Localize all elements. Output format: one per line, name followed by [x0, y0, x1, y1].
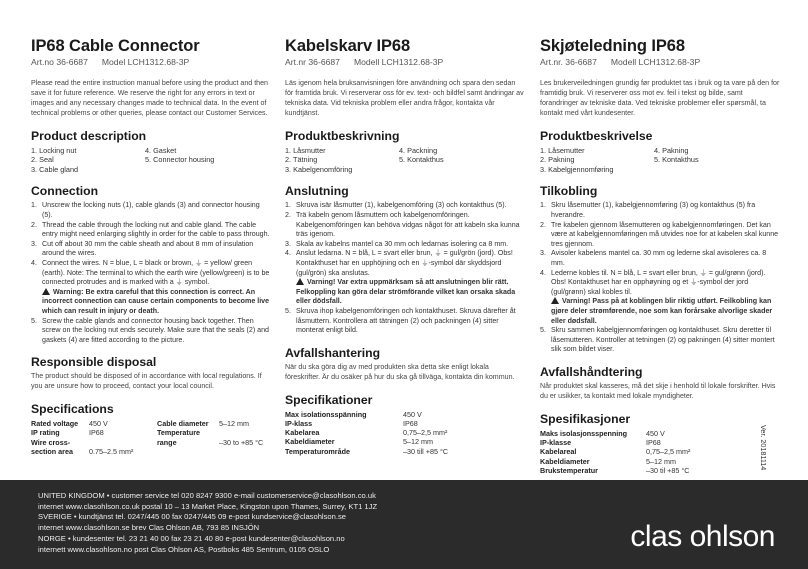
section-heading-description: Product description [31, 128, 147, 143]
disposal-text: The product should be disposed of in accordance with local regulations. If you are unsure how to proceed, contact your local council. [31, 372, 262, 391]
part-item: 1. Locking nut [31, 145, 77, 155]
part-item: 5. Connector housing [145, 155, 215, 165]
contact-line: UNITED KINGDOM • customer service tel 020 8247 9300 e-mail customerservice@clasohlson.co.uk [38, 491, 376, 500]
part-item: 5. Kontakthus [654, 155, 699, 165]
step-item: 3. Cut off about 30 mm the cable sheath and about 8 mm of insulation around the wires. [31, 239, 254, 258]
section-heading-specifications: Spesifikasjoner [540, 411, 631, 426]
section-heading-specifications: Specifikationer [285, 392, 373, 407]
page-title: IP68 Cable Connector [31, 37, 200, 55]
step-item: 1. Unscrew the locking nuts (1), cable glands (3) and connector housing (5). [31, 201, 260, 219]
step-item: 5. Screw the cable glands and connector housing back together. Then screw on the locking nut ends securely. Make sure that the seals (2) and gaskets (4) are fitted according to the picture. [31, 316, 269, 344]
step-item: 2. Trä kabeln genom låsmuttern och kabelgenomföringen. Kabelgenomföringen kan behöva vidgas något för att kabeln ska kunna träs igenom. [285, 211, 520, 239]
part-item: 1. Låsemutter [540, 145, 585, 155]
step-item: 1. Skruva isär låsmutter (1), kabelgenomföring (3) och kontakthus (5). [285, 201, 507, 210]
step-item: 3. Avisoler kabelens mantel ca. 30 mm og lederne skal avisoleres ca. 8 mm. [540, 249, 767, 267]
step-item: 3. Skala av kabelns mantel ca 30 mm och ledarnas isolering ca 8 mm. [285, 239, 509, 248]
step-item: 4. Lederne kobles til. N = blå, L = svart eller brun, ⏚ = gul/grønn (jord). Obs! Kontakthuset har en opphøyning og et ⏚-symbol der jord (gul/grønn) skal kobles til. [540, 268, 766, 296]
part-item: 5. Kontakthus [399, 155, 444, 165]
model-number: Modell LCH1312.68-3P [353, 57, 444, 67]
version-label: Ver. 20181114 [759, 425, 768, 471]
section-heading-description: Produktbeskrivelse [540, 128, 653, 143]
warning-icon [42, 288, 50, 295]
contact-line: internet www.clasohlson.co.uk postal 10 – 13 Market Place, Kingston upon Thames, Surrey, KT1 1JZ [38, 501, 378, 511]
section-heading-disposal: Responsible disposal [31, 355, 157, 370]
section-heading-specifications: Specifications [31, 402, 114, 417]
section-heading-description: Produktbeskrivning [285, 128, 400, 143]
spec-table: Maks isolasjonsspenning 450 V IP-klasse IP68 Kabelareal 0,75–2,5 mm² Kabeldiameter 5–12 mm Brukstemperatur –30 til +85 °C [540, 428, 691, 475]
step-item: 4. Anslut ledarna. N = blå, L = svart eller brun, ⏚ = gul/grön (jord). Obs! Kontakthuset har en upphöjning och en ⏚-symbol där skyddsjord (gul/grön) ska anslutas. [285, 249, 513, 277]
part-item: 3. Kabelgenomföring [285, 164, 353, 174]
page-title: Kabelskarv IP68 [285, 37, 411, 55]
footer [0, 480, 808, 569]
warning-item: Warning: Be extra careful that this connection is correct. An incorrect connection can cause certain components to become live which can result in injury or death. [42, 287, 270, 315]
contact-line: internett www.clasohlson.no post Clas Ohlson AS, Postboks 485 Sentrum, 0105 OSLO [38, 544, 330, 554]
part-item: 4. Packning [399, 145, 438, 155]
step-item: 2. Tre kabelen gjennom låsemutteren og kabelgjennomføringen. Det kan være at kabelgjennomføringen må utvides noe for at kabelen skal kunne tres gjennom. [540, 220, 779, 248]
contact-line: internet www.clasohlson.se brev Clas Ohlson AB, 793 85 INSJÖN [38, 523, 260, 533]
intro-text: Läs igenom hela bruksanvisningen före användning och spara den sedan för framtida bruk. Vi reserverar oss för ev. text- och bildfel samt ändringar av tekniska data. Vid tekniska problem eller andra frågor, kontakta vår kundtjänst. [285, 79, 524, 117]
part-item [654, 165, 780, 175]
article-number: Art.no 36-6687 [31, 57, 88, 67]
part-item: 3. Kabelgjennomføring [540, 164, 614, 174]
connection-steps [540, 201, 780, 355]
section-heading-connection: Anslutning [285, 184, 349, 199]
section-heading-connection: Connection [31, 184, 99, 199]
part-item [145, 165, 271, 175]
column-swedish [285, 36, 525, 456]
brand-logo: clas ohlson [630, 520, 775, 553]
article-line [31, 57, 271, 67]
part-item: 1. Låsmutter [285, 145, 326, 155]
contact-line: NORGE • kundesenter tel. 23 21 40 00 fax 23 21 40 80 e-post kundesenter@clasohlson.no [38, 533, 345, 543]
warning-icon [296, 278, 304, 285]
part-item: 4. Pakning [654, 145, 689, 155]
step-item: 1. Skru låsemutter (1), kabelgjennomføring (3) og kontakthus (5) fra hverandre. [540, 201, 756, 219]
intro-text: Please read the entire instruction manual before using the product and then save it for future reference. We reserve the right for any errors in text or images and any necessary changes made to technical data. In the event of technical problems or other queries, please contact our Customer Services. [31, 79, 269, 117]
article-line [540, 57, 780, 67]
disposal-text: När du ska göra dig av med produkten ska detta ske enligt lokala föreskrifter. Är du osäker på hur du ska gå tillväga, kontakta din kommun. [285, 362, 515, 381]
part-item [399, 165, 525, 175]
article-number: Art.nr 36-6687 [285, 57, 340, 67]
contact-info [38, 491, 377, 555]
connection-steps [31, 201, 271, 345]
intro-text: Les brukerveiledningen grundig før produktet tas i bruk og ta vare på den for framtidig bruk. Vi reserverer oss mot ev. feil i tekst og bilde, samt forandringer av tekniske data. Ved tekniske problemer eller spørsmål, ta kontakt med vårt kundesenter. [540, 79, 780, 117]
column-english [31, 36, 271, 456]
contact-line: SVERIGE • kundtjänst tel. 0247/445 00 fax 0247/445 09 e-post kundservice@clasohlson.se [38, 512, 346, 522]
step-item: 5. Skruva ihop kabelgenomföringen och kontakthuset. Skruva därefter åt låsmuttern. Kontrollera att tätningen (2) och packningen (4) sitter monterat enligt bild. [285, 306, 516, 335]
spec-table: Rated voltage 450 V Cable diameter 5–12 mm IP rating IP68 Temperature Wire cross- range –30 to +85 °C section area 0.75–2.5 mm² [31, 419, 264, 457]
warning-item: Varning! Var extra uppmärksam så att anslutningen blir rätt. Felkoppling kan göra delar strömförande vilket kan orsaka skada eller dödsfall. [296, 278, 516, 306]
part-item: 2. Seal [31, 155, 54, 165]
model-number: Model LCH1312.68-3P [101, 57, 190, 67]
section-heading-disposal: Avfallshåndtering [540, 364, 643, 379]
model-number: Modell LCH1312.68-3P [610, 57, 701, 67]
article-number: Art.nr. 36-6687 [540, 57, 597, 67]
step-item: 5. Skru sammen kabelgjennomføringen og kontakthuset. Skru deretter til låsemutteren. Kontroller at tetningen (2) og pakningen (4) sitter montert slik som bildet viser. [540, 326, 775, 354]
step-item: 2. Thread the cable through the locking nut and cable gland. The cable entry might need enlarging slightly in order for the cable to pass through. [31, 220, 270, 239]
part-item: 2. Tätning [285, 155, 318, 165]
parts-list [31, 146, 271, 175]
part-item: 2. Pakning [540, 155, 575, 165]
disposal-text: Når produktet skal kasseres, må det skje i henhold til lokale forskrifter. Hvis du er usikker, ta kontakt med lokale myndigheter. [540, 381, 776, 400]
step-item: 4. Connect the wires. N = blue, L = black or brown, ⏚ = yellow/ green (earth). Note: The terminal to which the earth wire (yellow/green) is to be connected protrudes and is marked with a ⏚ symbol. [31, 258, 270, 287]
article-line [285, 57, 525, 67]
column-norwegian [540, 36, 780, 475]
warning-item: Varning! Pass på at koblingen blir riktig utført. Feilkobling kan gjøre deler strømførende, noe som kan forårsake alvorlige skader eller dødsfall. [551, 297, 773, 325]
parts-list [285, 146, 525, 175]
section-heading-disposal: Avfallshantering [285, 345, 381, 360]
connection-steps [285, 201, 525, 335]
warning-icon [551, 297, 559, 304]
spec-table: Max isolationsspänning 450 V IP-klass IP68 Kabelarea 0,75–2,5 mm² Kabeldiameter 5–12 mm Temperaturområde –30 till +85 °C [285, 409, 449, 456]
section-heading-connection: Tilkobling [540, 184, 598, 199]
parts-list [540, 146, 780, 175]
part-item: 4. Gasket [145, 145, 177, 155]
part-item: 3. Cable gland [31, 164, 79, 174]
page-title: Skjøteledning IP68 [540, 37, 685, 55]
